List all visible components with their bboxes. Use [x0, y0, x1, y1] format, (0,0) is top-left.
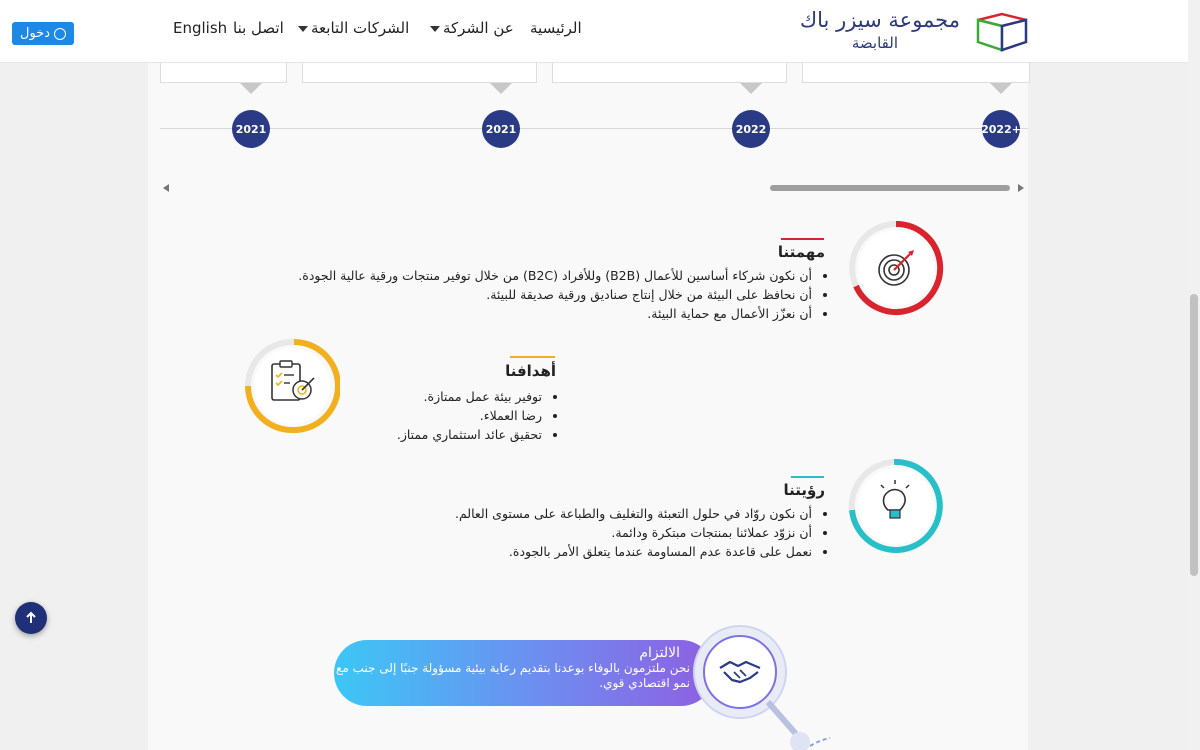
mission-accent-bar: [781, 238, 824, 240]
goals-accent-bar: [510, 356, 555, 358]
vision-list: [455, 504, 828, 561]
list-item: • تحقيق عائد استثماري ممتاز.: [397, 425, 542, 444]
timeline-pointer: [740, 83, 762, 94]
nav-about[interactable]: [430, 19, 514, 37]
nav-home[interactable]: الرئيسية: [530, 19, 582, 37]
timeline-pointer: [240, 83, 262, 94]
list-item: • أن نكون روّاد في حلول التعبئة والتغليف والطباعة على مستوى العالم.: [455, 504, 812, 523]
user-circle-icon: [54, 28, 66, 40]
timeline-line: [160, 128, 1028, 129]
chevron-down-icon: [430, 26, 440, 32]
vision-accent-bar: [791, 476, 824, 478]
nav-subsidiaries-label: الشركات التابعة: [311, 19, 410, 37]
logo-cube-icon[interactable]: [976, 12, 1028, 52]
list-item: • أن نكون شركاء أساسين للأعمال (B2B) وللأفراد (B2C) من خلال توفير منتجات ورقية عالية الجودة.: [298, 266, 812, 285]
login-button[interactable]: [12, 22, 74, 45]
nav-about-label: عن الشركة: [443, 19, 514, 37]
chevron-down-icon: [298, 26, 308, 32]
timeline-year[interactable]: 2021: [232, 110, 270, 148]
list-item: • أن نعزّز الأعمال مع حماية البيئة.: [298, 304, 812, 323]
brand-subtitle[interactable]: القابضة: [851, 34, 898, 52]
mission-ring: [848, 220, 944, 316]
list-item: • أن نحافظ على البيئة من خلال إنتاج صناديق ورقية صديقة للبيئة.: [298, 285, 812, 304]
timeline-pointer: [490, 83, 512, 94]
nav-contact[interactable]: اتصل بنا: [233, 19, 284, 37]
scroll-right-arrow-icon[interactable]: [1018, 184, 1024, 192]
list-item: • توفير بيئة عمل ممتازة.: [397, 387, 542, 406]
nav-subsidiaries[interactable]: [298, 19, 409, 37]
back-to-top-button[interactable]: [15, 602, 47, 634]
mission-title: مهمتنا: [777, 243, 825, 261]
goals-list: [397, 387, 558, 444]
list-item: • أن نزوّد عملائنا بمنتجات مبتكرة ودائمة.: [455, 523, 812, 542]
vision-title: رؤيتنا: [783, 481, 825, 499]
mission-list: [298, 266, 828, 323]
arrow-up-icon: [24, 611, 38, 625]
vision-ring: [848, 458, 944, 554]
timeline-year[interactable]: 2022+: [982, 110, 1020, 148]
goals-title: أهدافنا: [505, 362, 556, 380]
brand-title[interactable]: مجموعة سيزر باك: [799, 8, 960, 32]
scroll-left-arrow-icon[interactable]: [163, 184, 169, 192]
timeline-year[interactable]: 2022: [732, 110, 770, 148]
timeline-card: [160, 62, 287, 83]
nav-language-english[interactable]: English: [173, 19, 228, 37]
timeline-card: [802, 62, 1030, 83]
timeline-pointer: [990, 83, 1012, 94]
site-header: [0, 0, 1188, 63]
timeline-card: [302, 62, 537, 83]
timeline-year[interactable]: 2021: [482, 110, 520, 148]
timeline-card: [552, 62, 787, 83]
list-item: • رضا العملاء.: [397, 406, 542, 425]
commitment-emblem: [680, 616, 840, 750]
timeline-scroll-thumb[interactable]: [770, 185, 1010, 191]
commitment-title: الالتزام: [639, 645, 680, 661]
goals-ring: [244, 338, 340, 434]
commitment-text: نحن ملتزمون بالوفاء بوعدنا بتقديم رعاية بيئية مسؤولة جنبًا إلى جنب مع نمو اقتصادي قوي.: [336, 661, 690, 690]
page-scroll-thumb[interactable]: [1190, 294, 1198, 576]
list-item: • نعمل على قاعدة عدم المساومة عندما يتعلق الأمر بالجودة.: [455, 542, 812, 561]
login-label: دخول: [20, 26, 50, 41]
